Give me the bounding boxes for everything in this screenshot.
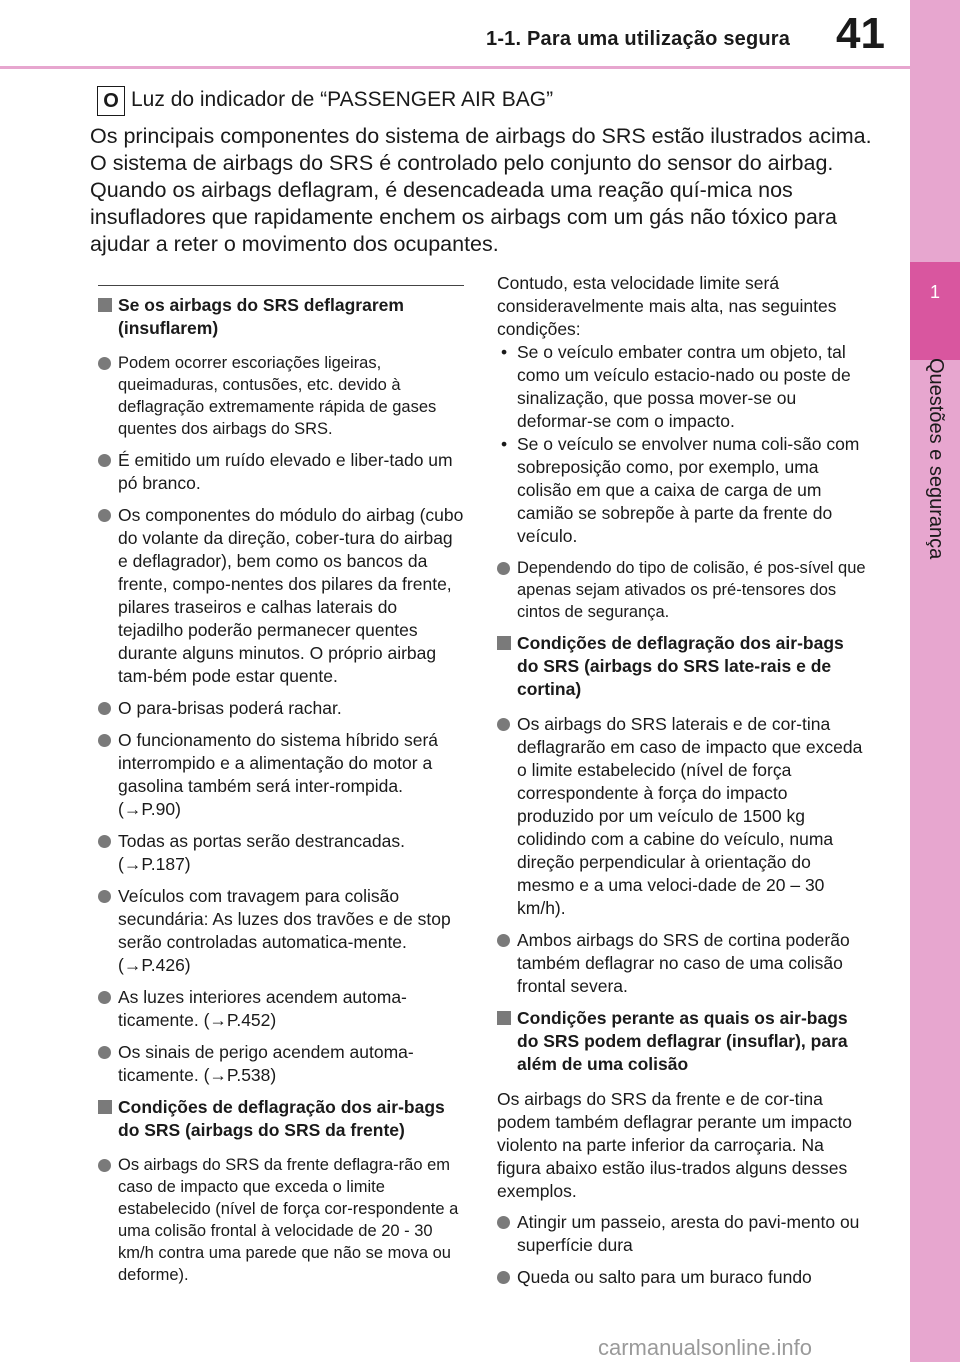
section-heading: [497, 1007, 867, 1076]
list-item-text: Atingir um passeio, aresta do pavi-mento ou superfície dura: [517, 1212, 860, 1255]
bullet-icon: [98, 1159, 111, 1172]
list-item-text: As luzes interiores acendem automa-ticamente. (→P.452): [118, 987, 407, 1030]
indicator-marker: O: [97, 86, 125, 116]
list-item-text: Se o veículo embater contra um objeto, tal como um veículo estacio-nado ou poste de sinalização, que possa mover-se ou deformar-se com o impacto.: [517, 342, 851, 431]
bullet-icon: [98, 1046, 111, 1059]
list-item-text: Ambos airbags do SRS de cortina poderão também deflagrar no caso de uma colisão frontal severa.: [517, 930, 850, 996]
list-item: [98, 504, 466, 688]
heading-text: Condições de deflagração dos air-bags do SRS (airbags do SRS da frente): [118, 1097, 445, 1140]
list-item: [98, 449, 466, 495]
square-bullet-icon: [98, 1100, 112, 1114]
list-item-text: Queda ou salto para um buraco fundo: [517, 1267, 812, 1287]
list-item: [497, 713, 867, 920]
list-item-text: Todas as portas serão destrancadas. (→P.187): [118, 831, 405, 874]
list-item: [497, 433, 867, 548]
square-bullet-icon: [497, 1011, 511, 1025]
page-number: 41: [836, 9, 885, 58]
list-item-text: Veículos com travagem para colisão secundária: As luzes dos travões e de stop serão controladas automatica-mente. (→P.426): [118, 886, 451, 975]
bullet-icon: [497, 1271, 510, 1284]
section-heading: [98, 294, 466, 340]
square-bullet-icon: [497, 636, 511, 650]
bullet-icon: [98, 835, 111, 848]
square-bullet-icon: [98, 298, 112, 312]
list-item: [497, 557, 867, 623]
bullet-icon: [98, 702, 111, 715]
paragraph: Os airbags do SRS da frente e de cor-tina podem também deflagrar perante um impacto violento na parte inferior da carroçaria. Na figura abaixo estão ilus-trados alguns desses exemplos.: [497, 1089, 853, 1201]
list-item: [98, 352, 466, 440]
list-item-text: Os airbags do SRS laterais e de cor-tina deflagrarão em caso de impacto que exceda o limite estabelecido (nível de força correspondente à força do impacto produzido por um veículo de 1500 kg colidindo com a cabine do veículo, numa direção perpendicular à orientação do mesmo e a uma veloci-dade de 20 – 30 km/h).: [517, 714, 863, 918]
list-item-text: É emitido um ruído elevado e liber-tado um pó branco.: [118, 450, 453, 493]
list-item-text: Os sinais de perigo acendem automa-ticamente. (→P.538): [118, 1042, 414, 1085]
bullet-icon: [497, 1216, 510, 1229]
list-item: [98, 830, 466, 876]
list-item: [98, 729, 466, 821]
left-column: [98, 294, 466, 1295]
list-item-text: Os componentes do módulo do airbag (cubo do volante da direção, cober-tura do airbag e deflagrador), bem como os bancos da frente, compo-nentes dos pilares da frente, pilares traseiros e calhas laterais do tejadilho poderão permanecer quentes durante alguns minutos. O próprio airbag tam-bém pode estar quente.: [118, 505, 464, 686]
intro-paragraph: Os principais componentes do sistema de airbags do SRS estão ilustrados acima. O sistema de airbags do SRS é controlado pelo conjunto do sensor do airbag. Quando os airbags deflagram, é desencadeada uma reação quí-mica nos insufladores que rapidamente enchem os airbags com um gás não tóxico para ajudar a reter o movimento dos ocupantes.: [90, 124, 872, 256]
list-item: [497, 1266, 867, 1289]
watermark: carmanualsonline.info: [598, 1335, 813, 1360]
bullet-icon: •: [501, 342, 508, 362]
bullet-icon: [497, 562, 510, 575]
list-item-text: Dependendo do tipo de colisão, é pos-sível que apenas sejam ativados os pré-tensores dos cintos de segurança.: [517, 559, 866, 621]
list-item: [98, 986, 466, 1032]
list-item-text: Podem ocorrer escoriações ligeiras, queimaduras, contusões, etc. devido à deflagração extremamente rápida de gases quentes dos airbags do SRS.: [118, 354, 437, 438]
list-item: [98, 1041, 466, 1087]
list-item: [497, 341, 867, 433]
list-item: [98, 885, 466, 977]
bullet-icon: [98, 357, 111, 370]
list-item-text: O para-brisas poderá rachar.: [118, 698, 342, 718]
bullet-icon: [497, 934, 510, 947]
heading-text: Condições de deflagração dos air-bags do SRS (airbags do SRS late-rais e de cortina): [517, 633, 844, 699]
list-item: [98, 697, 466, 720]
bullet-icon: •: [501, 434, 508, 454]
list-item-text: Os airbags do SRS da frente deflagra-rão em caso de impacto que exceda o limite estabelecido (nível de força cor-respondente a uma colisão frontal à velocidade de 20 - 30 km/h contra uma parede que não se mova ou deforme).: [118, 1156, 459, 1284]
column-divider: [98, 285, 464, 286]
bullet-icon: [497, 718, 510, 731]
bullet-icon: [98, 734, 111, 747]
chapter-number-tab[interactable]: 1: [910, 262, 960, 360]
heading-text: Condições perante as quais os air-bags do SRS podem deflagrar (insuflar), para além de uma colisão: [517, 1008, 848, 1074]
bullet-icon: [98, 454, 111, 467]
heading-text: Se os airbags do SRS deflagrarem (insuflarem): [118, 295, 404, 338]
list-item: [98, 1154, 466, 1286]
chapter-label: Questões e segurança: [925, 358, 947, 560]
header-divider: [0, 66, 910, 69]
indicator-caption: Luz do indicador de “PASSENGER AIR BAG”: [131, 88, 554, 111]
list-item-text: O funcionamento do sistema híbrido será interrompido e a alimentação do motor a gasolina também será inter-rompida. (→P.90): [118, 730, 439, 819]
section-title: 1-1. Para uma utilização segura: [486, 28, 791, 50]
bullet-icon: [98, 509, 111, 522]
list-item: [497, 929, 867, 998]
chapter-sidebar: [910, 0, 960, 1362]
section-heading: [98, 1096, 466, 1142]
paragraph: Contudo, esta velocidade limite será consideravelmente mais alta, nas seguintes condições:: [497, 273, 837, 339]
right-column: [497, 272, 867, 1298]
section-heading: [497, 632, 867, 701]
list-item-text: Se o veículo se envolver numa coli-são com sobreposição como, por exemplo, uma colisão em que a caixa de carga de um camião se sobrepõe à parte da frente do veículo.: [517, 434, 860, 546]
bullet-icon: [98, 991, 111, 1004]
bullet-icon: [98, 890, 111, 903]
list-item: [497, 1211, 867, 1257]
